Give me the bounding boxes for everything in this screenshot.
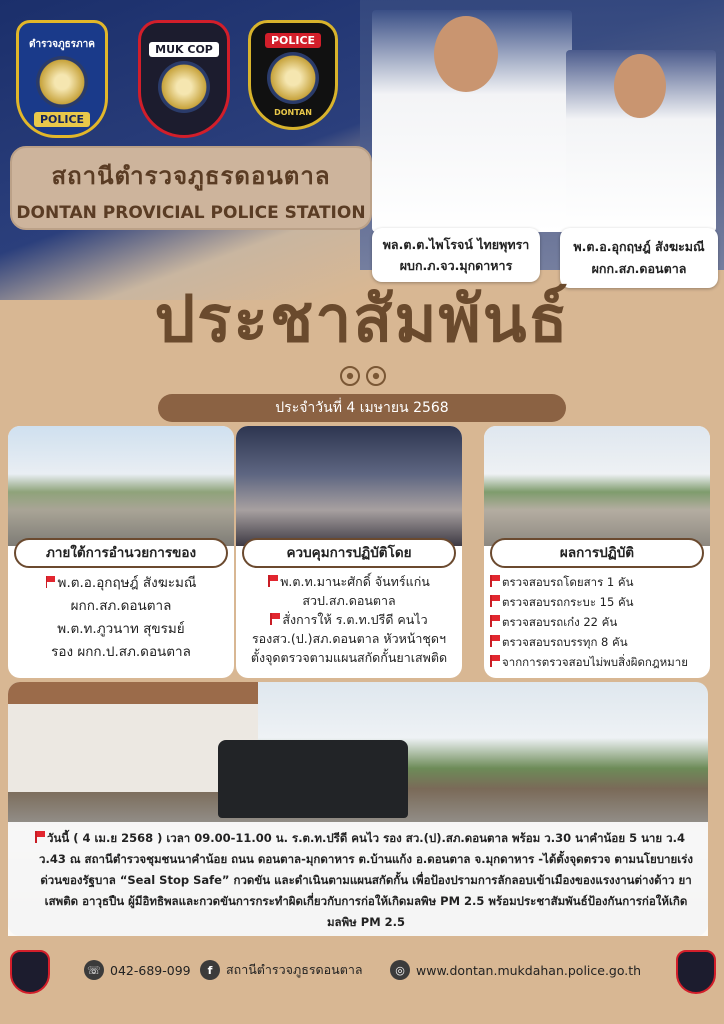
- footer-phone[interactable]: [84, 960, 191, 980]
- phone-icon: ☏: [84, 960, 104, 980]
- card-line: ผกก.สภ.ดอนตาล: [70, 598, 172, 614]
- footer: [0, 940, 724, 1024]
- card-line: ตั้งจุดตรวจตามแผนสกัดกั้นยาเสพติด: [250, 650, 448, 665]
- facebook-page: สถานีตำรวจภูธรดอนตาล: [226, 962, 363, 977]
- badge-police-label: POLICE: [265, 33, 321, 48]
- bus-inspection-photo: [236, 426, 462, 546]
- ornament-icon: [340, 366, 360, 386]
- footer-badge-right: [676, 950, 716, 994]
- card-heading: ภายใต้การอำนวยการของ: [14, 538, 228, 568]
- flag-icon: [46, 576, 56, 588]
- badge-police-label: POLICE: [34, 112, 90, 127]
- card-line: สั่งการให้ ร.ต.ท.ปรีดี คนไว: [282, 612, 428, 627]
- date-banner: ประจำวันที่ 4 เมษายน 2568: [158, 394, 566, 422]
- card-line: ตรวจสอบรถบรรทุก 8 คัน: [502, 635, 628, 649]
- card-heading: ควบคุมการปฏิบัติโดย: [242, 538, 456, 568]
- card-line: พ.ต.ท.มานะศักดิ์ จันทร์แก่น: [280, 574, 430, 589]
- mukcop-badge: [138, 20, 230, 138]
- ornament-icon: [366, 366, 386, 386]
- card-line: ตรวจสอบรถโดยสาร 1 คัน: [502, 575, 634, 589]
- flag-icon: [268, 575, 278, 587]
- card-line: ตรวจสอบรถกระบะ 15 คัน: [502, 595, 634, 609]
- phone-number: 042-689-099: [110, 962, 191, 978]
- officer-name: พล.ต.ต.ไพโรจน์ ไทยพุทรา: [382, 237, 530, 252]
- badge-dontan-label: DONTAN: [274, 108, 312, 117]
- flag-icon: [490, 655, 500, 667]
- card-line: รองสว.(ป.)สภ.ดอนตาล หัวหน้าชุดฯ: [251, 631, 447, 646]
- flag-icon: [490, 635, 500, 647]
- report-paragraph: [8, 822, 708, 936]
- globe-icon: ◎: [390, 960, 410, 980]
- dontan-police-badge: [248, 20, 338, 130]
- footer-badge-left: [10, 950, 50, 994]
- station-name-box: [10, 146, 372, 230]
- flag-icon: [270, 613, 280, 625]
- footer-facebook[interactable]: [200, 960, 363, 980]
- station-name-english: DONTAN PROVICIAL POLICE STATION: [16, 203, 366, 223]
- officer-name: พ.ต.อ.อุกฤษฎ์ สังฆะมณี: [573, 239, 705, 254]
- flag-icon: [490, 575, 500, 587]
- officer-photo-commander: [372, 10, 572, 232]
- info-card-command: [8, 426, 234, 678]
- footer-website[interactable]: [390, 960, 641, 980]
- card-line: ตรวจสอบรถเก๋ง 22 คัน: [502, 615, 618, 629]
- flag-icon: [490, 595, 500, 607]
- card-line: พ.ต.ท.ภูวนาท สุขรมย์: [57, 621, 185, 637]
- badge-mukcop-label: MUK COP: [149, 42, 219, 57]
- website-url: www.dontan.mukdahan.police.go.th: [416, 962, 642, 978]
- officer-head: [614, 54, 666, 118]
- officer-head: [434, 16, 498, 92]
- facebook-icon: f: [200, 960, 220, 980]
- badge-region-text: ตำรวจภูธรภาค: [29, 39, 95, 50]
- card-line: สวป.สภ.ดอนตาล: [302, 593, 396, 608]
- officer-position: ผกก.สภ.ดอนตาล: [591, 261, 687, 276]
- card-line: พ.ต.อ.อุกฤษฎ์ สังฆะมณี: [57, 575, 197, 591]
- page-title: ประชาสัมพันธ์: [154, 282, 570, 357]
- officer-photo-superintendent: [566, 50, 716, 232]
- flag-icon: [35, 831, 45, 843]
- card-line: รอง ผกก.ป.สภ.ดอนตาล: [51, 644, 191, 660]
- checkpoint-photo-1: [8, 426, 234, 546]
- region-police-badge: [16, 20, 108, 138]
- station-name-thai: สถานีตำรวจภูธรดอนตาล: [51, 162, 331, 190]
- report-text: วันนี้ ( 4 เม.ย 2568 ) เวลา 09.00-11.00 น. ร.ต.ท.ปรีดี คนไว รอง สว.(ป).สภ.ดอนตาล พร้อม ว.30 นาคำน้อย 5 นาย ว.4 ว.43 ณ สถานีตำรวจชุมชนนาคำน้อย ถนน ดอนตาล-มุกดาหาร ต.บ้านแก้ง อ.ดอนตาล จ.มุกดาหาร -ได้ตั้งจุดตรวจ ตามนโยบายเร่งด่วนของรัฐบาล “Seal Stop Safe” กวดขัน และดำเนินตามแผนสกัดกั้น เพื่อป้องปรามการลักลอบเข้าเมืองของแรงงานต่างด้าว ยาเสพติด อาวุธปืน ผู้มีอิทธิพลและกวดขันการกระทำผิดเกี่ยวกับการก่อให้เกิดมลพิษ PM 2.5 พร้อมประชาสัมพันธ์ป้องกันการก่อให้เกิดมลพิษ PM 2.5: [39, 831, 693, 929]
- card-heading: ผลการปฏิบัติ: [490, 538, 704, 568]
- pickup-truck: [218, 740, 408, 818]
- badge-emblem-icon: [158, 61, 210, 113]
- checkpoint-photo-2: [484, 426, 710, 546]
- officer-position: ผบก.ภ.จว.มุกดาหาร: [399, 258, 513, 273]
- flag-icon: [490, 615, 500, 627]
- badge-emblem-icon: [267, 52, 319, 104]
- badge-emblem-icon: [36, 56, 88, 108]
- info-card-results: [484, 426, 710, 678]
- card-line: จากการตรวจสอบไม่พบสิ่งผิดกฎหมาย: [502, 655, 688, 669]
- info-card-control: [236, 426, 462, 678]
